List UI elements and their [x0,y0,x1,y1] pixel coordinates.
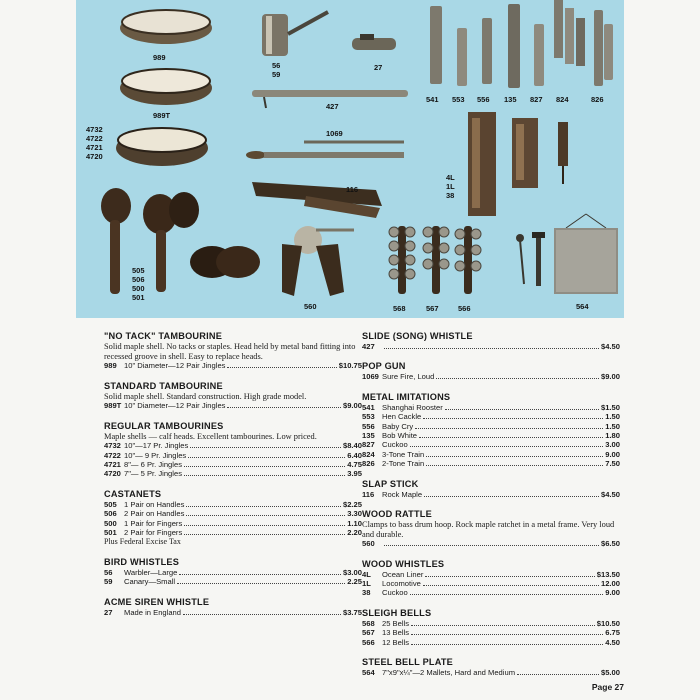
price-row [104,460,362,469]
dot-leader [190,447,341,448]
dot-leader [184,475,345,476]
section-heading: STANDARD TAMBOURINE [104,380,223,391]
item-name: Cuckoo [382,440,408,450]
item-price: 12.00 [600,579,620,589]
item-price: 9.00 [605,588,620,598]
item-price: 2.25 [347,577,362,587]
item-price: $8.40 [342,441,362,451]
item-code: 566 [362,637,375,647]
item-name: Canary—Small [124,577,176,587]
item-code: 116 [362,489,375,499]
price-list [362,342,620,351]
item-price: 6.40 [347,450,362,460]
label-564: 564 [576,302,589,311]
item-code: 567 [362,628,375,638]
dot-leader [184,466,345,467]
price-list [362,490,620,499]
tambourine-regular [116,128,208,166]
item-price: $2.25 [342,499,362,509]
item-price: 3.95 [347,469,362,479]
item-code: 826 [362,459,375,469]
section-heading: ACME SIREN WHISTLE [104,596,210,607]
dot-leader [419,437,603,438]
price-row [362,412,620,421]
item-price: $3.00 [342,568,362,578]
label-505: 505 [132,266,145,275]
item-name: Cuckoo [382,588,408,598]
price-row [362,431,620,440]
item-price: $9.00 [342,401,362,411]
item-code: 4720 [104,469,121,479]
price-row [104,469,362,478]
item-code: 4722 [104,450,121,460]
item-code: 541 [362,402,375,412]
dot-leader [186,515,345,516]
label-27: 27 [374,63,383,72]
price-list [104,361,362,370]
price-row [104,568,362,577]
dot-leader [184,534,345,535]
dot-leader [384,348,599,349]
price-row [362,440,620,449]
item-code: 505 [104,499,117,509]
section-heading: WOOD RATTLE [362,509,432,520]
item-name: Locomotive [382,579,421,589]
item-name: 3-Tone Train [382,449,425,459]
item-name: Hen Cackle [382,412,422,422]
section-slap-stick [362,478,620,499]
item-name: 2-Tone Train [382,459,425,469]
label-4720: 4720 [86,152,103,161]
dot-leader [426,456,603,457]
sleigh-bells [389,226,481,294]
label-567: 567 [426,304,439,313]
label-541: 541 [426,95,439,104]
item-name: Rock Maple [382,489,423,499]
item-code: 4721 [104,460,121,469]
price-row [104,441,362,450]
item-code: 501 [104,528,117,538]
section-heading: BIRD WHISTLES [104,557,180,568]
product-illustration [76,0,624,318]
price-list [362,570,620,598]
section-metal-imitations [362,391,620,469]
price-row [362,579,620,588]
item-code: 824 [362,449,375,459]
price-row [362,490,620,499]
item-name: 13 Bells [382,628,410,638]
price-list [104,568,362,587]
dot-leader [426,465,603,466]
label-556: 556 [477,95,490,104]
label-826: 826 [591,95,604,104]
item-price: 1.50 [605,412,620,422]
price-list [104,401,362,410]
item-name: 1 Pair for Fingers [124,518,183,528]
label-989t: 989T [153,111,171,120]
label-827: 827 [530,95,543,104]
dot-leader [423,418,603,419]
product-photo [76,0,624,318]
left-price-column [104,330,362,626]
item-code: 59 [104,577,113,587]
price-list [362,619,620,647]
item-price: 6.75 [605,628,620,638]
section-wood-rattle [362,508,620,549]
item-code: 568 [362,618,375,628]
item-code: 27 [104,607,113,617]
price-list [104,500,362,547]
item-name: Made in England [124,607,181,617]
section-description: Clamps to bass drum hoop. Rock maple ratchet in a metal frame. Very loud and durable. [362,520,615,539]
section-heading: CASTANETS [104,488,162,499]
section-regular-tambourines [104,420,362,479]
label-427: 427 [326,102,339,111]
section-heading: SLAP STICK [362,478,419,489]
item-name: 25 Bells [382,618,410,628]
dot-leader [384,545,599,546]
item-name: 8"— 6 Pr. Jingles [124,460,182,469]
price-row [362,539,620,548]
price-row [104,401,362,410]
item-name: 10" Diameter—12 Pair Jingles [124,361,226,371]
label-1l: 1L [446,182,455,191]
section-sleigh-bells [362,607,620,647]
item-price: $9.00 [600,372,620,382]
item-price: 3.30 [347,509,362,519]
price-row [362,588,620,597]
section-heading: "NO TACK" TAMBOURINE [104,331,223,341]
label-4721: 4721 [86,143,103,152]
price-row [362,668,620,677]
section-description: Solid maple shell. No tacks or staples. Head held by metal band fitting into recessed groove in shell. Easy to replace heads. [104,342,356,361]
item-code: 135 [362,431,375,441]
item-price: 1.80 [605,431,620,441]
label-116: 116 [346,185,359,194]
pop-gun [246,142,404,159]
bird-whistle [262,12,328,56]
item-name: Baby Cry [382,421,414,431]
price-row [362,570,620,579]
section-pop-gun [362,360,620,381]
dot-leader [186,506,341,507]
item-name: Shanghai Rooster [382,402,443,412]
item-code: 56 [104,568,113,578]
price-row [104,451,362,460]
label-135: 135 [504,95,517,104]
label-500: 500 [132,284,145,293]
item-price: $10.75 [338,361,362,371]
item-price: $6.50 [600,539,620,549]
item-name: 2 Pair for Fingers [124,528,183,538]
item-name: 7"x9"x¼"—2 Mallets, Hard and Medium [382,668,516,678]
label-4722: 4722 [86,134,103,143]
label-38: 38 [446,191,455,200]
item-code: 506 [104,509,117,519]
dot-leader [184,525,345,526]
item-name: Ocean Liner [382,569,424,579]
siren-whistle [352,34,396,50]
page-number: Page 27 [591,682,624,692]
dot-leader [410,594,603,595]
label-824: 824 [556,95,569,104]
section-heading: WOOD WHISTLES [362,558,445,569]
dot-leader [411,625,595,626]
section-footnote: Plus Federal Excise Tax [104,537,181,547]
label-553: 553 [452,95,465,104]
item-name: Bob White [382,431,418,441]
price-row [104,577,362,586]
price-row [362,372,620,381]
castanets [101,188,260,294]
section-heading: SLIDE (SONG) WHISTLE [362,331,473,341]
price-row [362,459,620,468]
section-no-tack-tambourine [104,330,362,371]
section-description: Maple shells — calf heads. Excellent tambourines. Low priced. [104,431,317,441]
item-price: 1.50 [605,421,620,431]
price-row [362,450,620,459]
dot-leader [227,367,336,368]
label-4732: 4732 [86,125,103,134]
item-name: 10" Diameter—12 Pair Jingles [124,401,226,411]
dot-leader [183,614,341,615]
steel-bell-plate [516,214,618,294]
item-code: 556 [362,421,375,431]
item-code: 989T [104,401,122,411]
item-code: 500 [104,518,117,528]
item-code: 564 [362,668,375,678]
item-code: 553 [362,412,375,422]
item-code: 427 [362,342,375,351]
dot-leader [411,634,603,635]
section-castanets [104,488,362,547]
label-566: 566 [458,304,471,313]
item-price: 4.75 [347,460,362,469]
price-list [362,668,620,677]
price-row [104,500,362,509]
dot-leader [445,409,599,410]
tambourine-989t [120,69,212,105]
section-description: Solid maple shell. Standard construction. High grade model. [104,391,307,401]
price-row [362,628,620,637]
dot-leader [411,644,603,645]
item-price: 3.00 [605,440,620,450]
item-name: Sure Fire, Loud [382,372,435,382]
section-heading: STEEL BELL PLATE [362,657,454,668]
item-price: 1.10 [347,518,362,528]
section-heading: METAL IMITATIONS [362,391,451,402]
price-list [362,372,620,381]
price-list [104,608,362,617]
item-code: 989 [104,361,117,371]
item-code: 827 [362,440,375,450]
section-standard-tambourine [104,380,362,411]
dot-leader [188,457,345,458]
item-name: 2 Pair on Handles [124,509,185,519]
item-price: 2.20 [347,528,362,538]
dot-leader [227,407,341,408]
label-1069: 1069 [326,129,343,138]
price-list [362,403,620,469]
item-name: 12 Bells [382,637,410,647]
wood-whistles [468,112,568,216]
item-name: 1 Pair on Handles [124,499,185,509]
label-568: 568 [393,304,406,313]
label-560: 560 [304,302,317,311]
item-price: $13.50 [596,569,620,579]
price-row [362,342,620,351]
price-row [362,403,620,412]
price-row [362,638,620,647]
item-code: 560 [362,539,375,549]
item-price: 9.00 [605,449,620,459]
slap-stick [252,182,382,218]
section-heading: REGULAR TAMBOURINES [104,420,224,431]
item-price: $5.00 [600,668,620,678]
wood-rattle [282,226,354,296]
label-59: 59 [272,70,281,79]
price-list [104,441,362,479]
item-price: $10.50 [596,618,620,628]
price-row [104,519,362,528]
section-bird-whistles [104,556,362,587]
price-row [104,361,362,370]
metal-imitations [430,0,613,88]
dot-leader [423,585,599,586]
item-code: 4L [362,569,371,579]
price-row [362,619,620,628]
item-code: 1L [362,579,371,589]
section-slide-song-whistle [362,330,620,351]
tambourine-989 [120,10,212,44]
price-list [362,539,620,548]
price-row [104,528,362,537]
section-heading: POP GUN [362,361,406,372]
label-501: 501 [132,293,145,302]
price-row [362,422,620,431]
section-heading: SLEIGH BELLS [362,607,432,618]
label-506: 506 [132,275,145,284]
item-name: 10"— 9 Pr. Jingles [124,450,187,460]
item-price: $1.50 [600,402,620,412]
item-price: $3.75 [342,607,362,617]
dot-leader [410,446,603,447]
item-price: 4.50 [605,637,620,647]
price-row [104,608,362,617]
label-989: 989 [153,53,166,62]
label-56: 56 [272,61,281,70]
price-row [104,509,362,518]
dot-leader [425,576,594,577]
item-code: 4732 [104,441,121,451]
item-code: 1069 [362,372,379,382]
item-name: 10"—17 Pr. Jingles [124,441,189,451]
dot-leader [517,674,599,675]
dot-leader [179,574,341,575]
section-acme-siren-whistle [104,596,362,617]
right-price-column [362,330,620,687]
label-4l: 4L [446,173,455,182]
section-wood-whistles [362,558,620,598]
dot-leader [415,428,603,429]
item-name: Warbler—Large [124,568,178,578]
dot-leader [177,583,345,584]
item-price: 7.50 [605,459,620,469]
item-code: 38 [362,588,371,598]
dot-leader [424,496,599,497]
dot-leader [436,378,599,379]
item-name: 7"— 5 Pr. Jingles [124,469,182,479]
section-steel-bell-plate [362,656,620,677]
item-price: $4.50 [600,342,620,351]
item-price: $4.50 [600,489,620,499]
